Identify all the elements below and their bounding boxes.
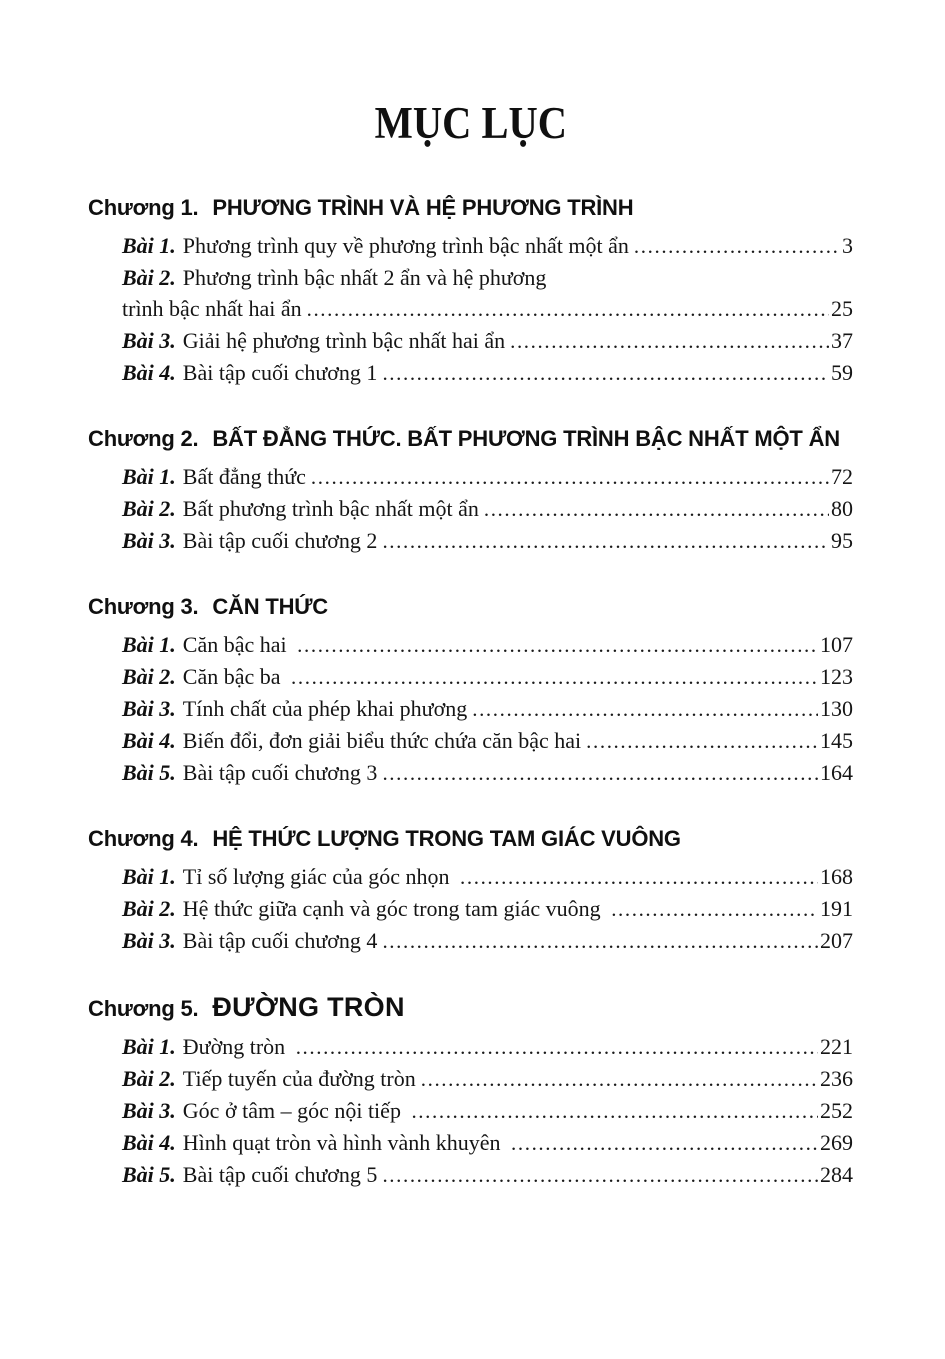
- dot-leader: [291, 661, 818, 693]
- toc-entry: [122, 861, 853, 893]
- entry-title: Bài tập cuối chương 4: [182, 928, 378, 953]
- toc-entry: [122, 230, 853, 262]
- entry-title: Góc ở tâm – góc nội tiếp: [182, 1098, 407, 1123]
- toc-entry-line: [122, 262, 853, 293]
- dot-leader: [611, 893, 818, 925]
- dot-leader: [634, 230, 840, 262]
- entry-title: Tỉ số lượng giác của góc nhọn: [182, 864, 456, 889]
- entry-title: Đường tròn: [182, 1034, 291, 1059]
- chapter-section: [88, 991, 853, 1191]
- entry-page-number: 221: [820, 1034, 853, 1059]
- entry-label: Bài 5.: [122, 1162, 176, 1187]
- chapter-section: [88, 823, 853, 957]
- entry-label: Bài 1.: [122, 632, 176, 657]
- entry-page-number: 72: [831, 464, 853, 489]
- chapter-label: Chương 3.: [88, 594, 205, 619]
- entry-label: Bài 2.: [122, 896, 176, 921]
- entry-title: Căn bậc hai: [182, 632, 293, 657]
- entry-page-number: 207: [820, 928, 853, 953]
- chapter-entries: [88, 629, 853, 789]
- entry-label: Bài 1.: [122, 233, 176, 258]
- chapter-label: Chương 2.: [88, 426, 205, 451]
- entry-label: Bài 2.: [122, 265, 176, 290]
- chapter-heading: [88, 823, 853, 855]
- chapter-section: [88, 192, 853, 389]
- entry-title-continuation: trình bậc nhất hai ẩn: [122, 296, 302, 321]
- toc-entry-line: [122, 1159, 853, 1191]
- entry-title: Phương trình bậc nhất 2 ẩn và hệ phương: [182, 265, 547, 290]
- toc-entry: [122, 893, 853, 925]
- entry-page-number: 3: [842, 233, 853, 258]
- dot-leader: [586, 725, 818, 757]
- dot-leader: [382, 757, 818, 789]
- toc-entry: [122, 357, 853, 389]
- entry-title: Tính chất của phép khai phương: [182, 696, 468, 721]
- entry-title: Bất phương trình bậc nhất một ẩn: [182, 496, 479, 521]
- dot-leader: [307, 293, 829, 325]
- toc-entry-line: [122, 325, 853, 357]
- entry-page-number: 252: [820, 1098, 853, 1123]
- toc-entry: [122, 757, 853, 789]
- chapter-title: BẤT ĐẲNG THỨC. BẤT PHƯƠNG TRÌNH BẬC NHẤT MỘT ẨN: [212, 426, 840, 451]
- entry-page-number: 59: [831, 360, 853, 385]
- entry-title: Bài tập cuối chương 3: [182, 760, 378, 785]
- chapter-title: PHƯƠNG TRÌNH VÀ HỆ PHƯƠNG TRÌNH: [212, 195, 634, 220]
- chapter-heading: [88, 423, 853, 455]
- toc-entry-line: [122, 693, 853, 725]
- toc-entry-line: [122, 493, 853, 525]
- dot-leader: [296, 1031, 818, 1063]
- entry-title: Bất đẳng thức: [182, 464, 306, 489]
- chapter-section: [88, 423, 853, 557]
- entry-page-number: 123: [820, 664, 853, 689]
- toc-entry: [122, 493, 853, 525]
- entry-title: Hệ thức giữa cạnh và góc trong tam giác vuông: [182, 896, 607, 921]
- entry-title: Bài tập cuối chương 1: [182, 360, 378, 385]
- dot-leader: [411, 1095, 818, 1127]
- entry-page-number: 95: [831, 528, 853, 553]
- dot-leader: [382, 525, 829, 557]
- entry-label: Bài 1.: [122, 464, 176, 489]
- entry-page-number: 130: [820, 696, 853, 721]
- chapter-label: Chương 4.: [88, 826, 205, 851]
- entry-page-number: 191: [820, 896, 853, 921]
- entry-title: Hình quạt tròn và hình vành khuyên: [182, 1130, 507, 1155]
- entry-label: Bài 3.: [122, 328, 176, 353]
- entry-label: Bài 4.: [122, 728, 176, 753]
- toc-entry: [122, 1127, 853, 1159]
- toc-entry-line: [122, 861, 853, 893]
- entry-title: Giải hệ phương trình bậc nhất hai ẩn: [182, 328, 506, 353]
- entry-page-number: 284: [820, 1162, 853, 1187]
- dot-leader: [297, 629, 818, 661]
- toc-entry-line: [122, 629, 853, 661]
- dot-leader: [382, 357, 829, 389]
- dot-leader: [382, 925, 818, 957]
- chapter-heading: [88, 192, 853, 224]
- toc-entry: [122, 262, 853, 325]
- entry-label: Bài 2.: [122, 496, 176, 521]
- toc-entry: [122, 1095, 853, 1127]
- toc-entry-line: [122, 357, 853, 389]
- dot-leader: [311, 461, 829, 493]
- chapter-label: Chương 1.: [88, 195, 205, 220]
- toc-entry-line: [122, 1031, 853, 1063]
- chapter-label: Chương 5.: [88, 996, 205, 1021]
- entry-title: Biến đổi, đơn giải biểu thức chứa căn bậc hai: [182, 728, 582, 753]
- toc-entry-line: [122, 661, 853, 693]
- chapter-section: [88, 591, 853, 789]
- entry-title: Căn bậc ba: [182, 664, 287, 689]
- toc-entry: [122, 525, 853, 557]
- entry-title: Tiếp tuyến của đường tròn: [182, 1066, 416, 1091]
- toc-entry: [122, 629, 853, 661]
- dot-leader: [484, 493, 829, 525]
- entry-label: Bài 2.: [122, 664, 176, 689]
- entry-title: Phương trình quy về phương trình bậc nhất một ẩn: [182, 233, 629, 258]
- entry-page-number: 236: [820, 1066, 853, 1091]
- entry-label: Bài 5.: [122, 760, 176, 785]
- entry-label: Bài 1.: [122, 1034, 176, 1059]
- toc-entry: [122, 461, 853, 493]
- entry-page-number: 25: [831, 296, 853, 321]
- entry-page-number: 269: [820, 1130, 853, 1155]
- toc-entry-line: [122, 757, 853, 789]
- toc-entry-line: [122, 525, 853, 557]
- toc-entry: [122, 1063, 853, 1095]
- entry-title: Bài tập cuối chương 2: [182, 528, 378, 553]
- toc-entry-line: [122, 1063, 853, 1095]
- page-title-text: MỤC LỤC: [374, 98, 567, 148]
- chapter-entries: [88, 1031, 853, 1191]
- entry-label: Bài 3.: [122, 928, 176, 953]
- toc-entry-line: [122, 1095, 853, 1127]
- chapter-entries: [88, 461, 853, 557]
- toc-entry: [122, 1031, 853, 1063]
- toc-entry-continuation-line: [122, 293, 853, 325]
- dot-leader: [511, 1127, 818, 1159]
- entry-page-number: 168: [820, 864, 853, 889]
- entry-page-number: 107: [820, 632, 853, 657]
- toc-entry: [122, 1159, 853, 1191]
- entry-page-number: 80: [831, 496, 853, 521]
- toc-entry-line: [122, 230, 853, 262]
- page-title: [88, 98, 853, 148]
- chapter-title: CĂN THỨC: [212, 594, 328, 619]
- toc-entry: [122, 693, 853, 725]
- entry-label: Bài 1.: [122, 864, 176, 889]
- entry-label: Bài 3.: [122, 1098, 176, 1123]
- chapter-heading: [88, 591, 853, 623]
- dot-leader: [382, 1159, 818, 1191]
- toc-entry-line: [122, 925, 853, 957]
- toc-entry: [122, 925, 853, 957]
- dot-leader: [510, 325, 829, 357]
- toc-entry-line: [122, 461, 853, 493]
- chapter-heading: [88, 991, 853, 1025]
- chapter-title: ĐƯỜNG TRÒN: [212, 992, 405, 1022]
- dot-leader: [421, 1063, 818, 1095]
- entry-page-number: 37: [831, 328, 853, 353]
- entry-label: Bài 4.: [122, 360, 176, 385]
- toc-entry-line: [122, 725, 853, 757]
- toc-entry: [122, 325, 853, 357]
- dot-leader: [460, 861, 818, 893]
- chapter-title: HỆ THỨC LƯỢNG TRONG TAM GIÁC VUÔNG: [212, 826, 681, 851]
- entry-page-number: 145: [820, 728, 853, 753]
- toc-entry: [122, 661, 853, 693]
- chapter-entries: [88, 861, 853, 957]
- entry-label: Bài 4.: [122, 1130, 176, 1155]
- toc-entry-line: [122, 893, 853, 925]
- chapter-entries: [88, 230, 853, 389]
- chapter-list: [88, 192, 853, 1191]
- entry-label: Bài 3.: [122, 696, 176, 721]
- toc-entry-line: [122, 1127, 853, 1159]
- dot-leader: [472, 693, 818, 725]
- entry-page-number: 164: [820, 760, 853, 785]
- toc-entry: [122, 725, 853, 757]
- entry-label: Bài 2.: [122, 1066, 176, 1091]
- entry-title: Bài tập cuối chương 5: [182, 1162, 378, 1187]
- entry-label: Bài 3.: [122, 528, 176, 553]
